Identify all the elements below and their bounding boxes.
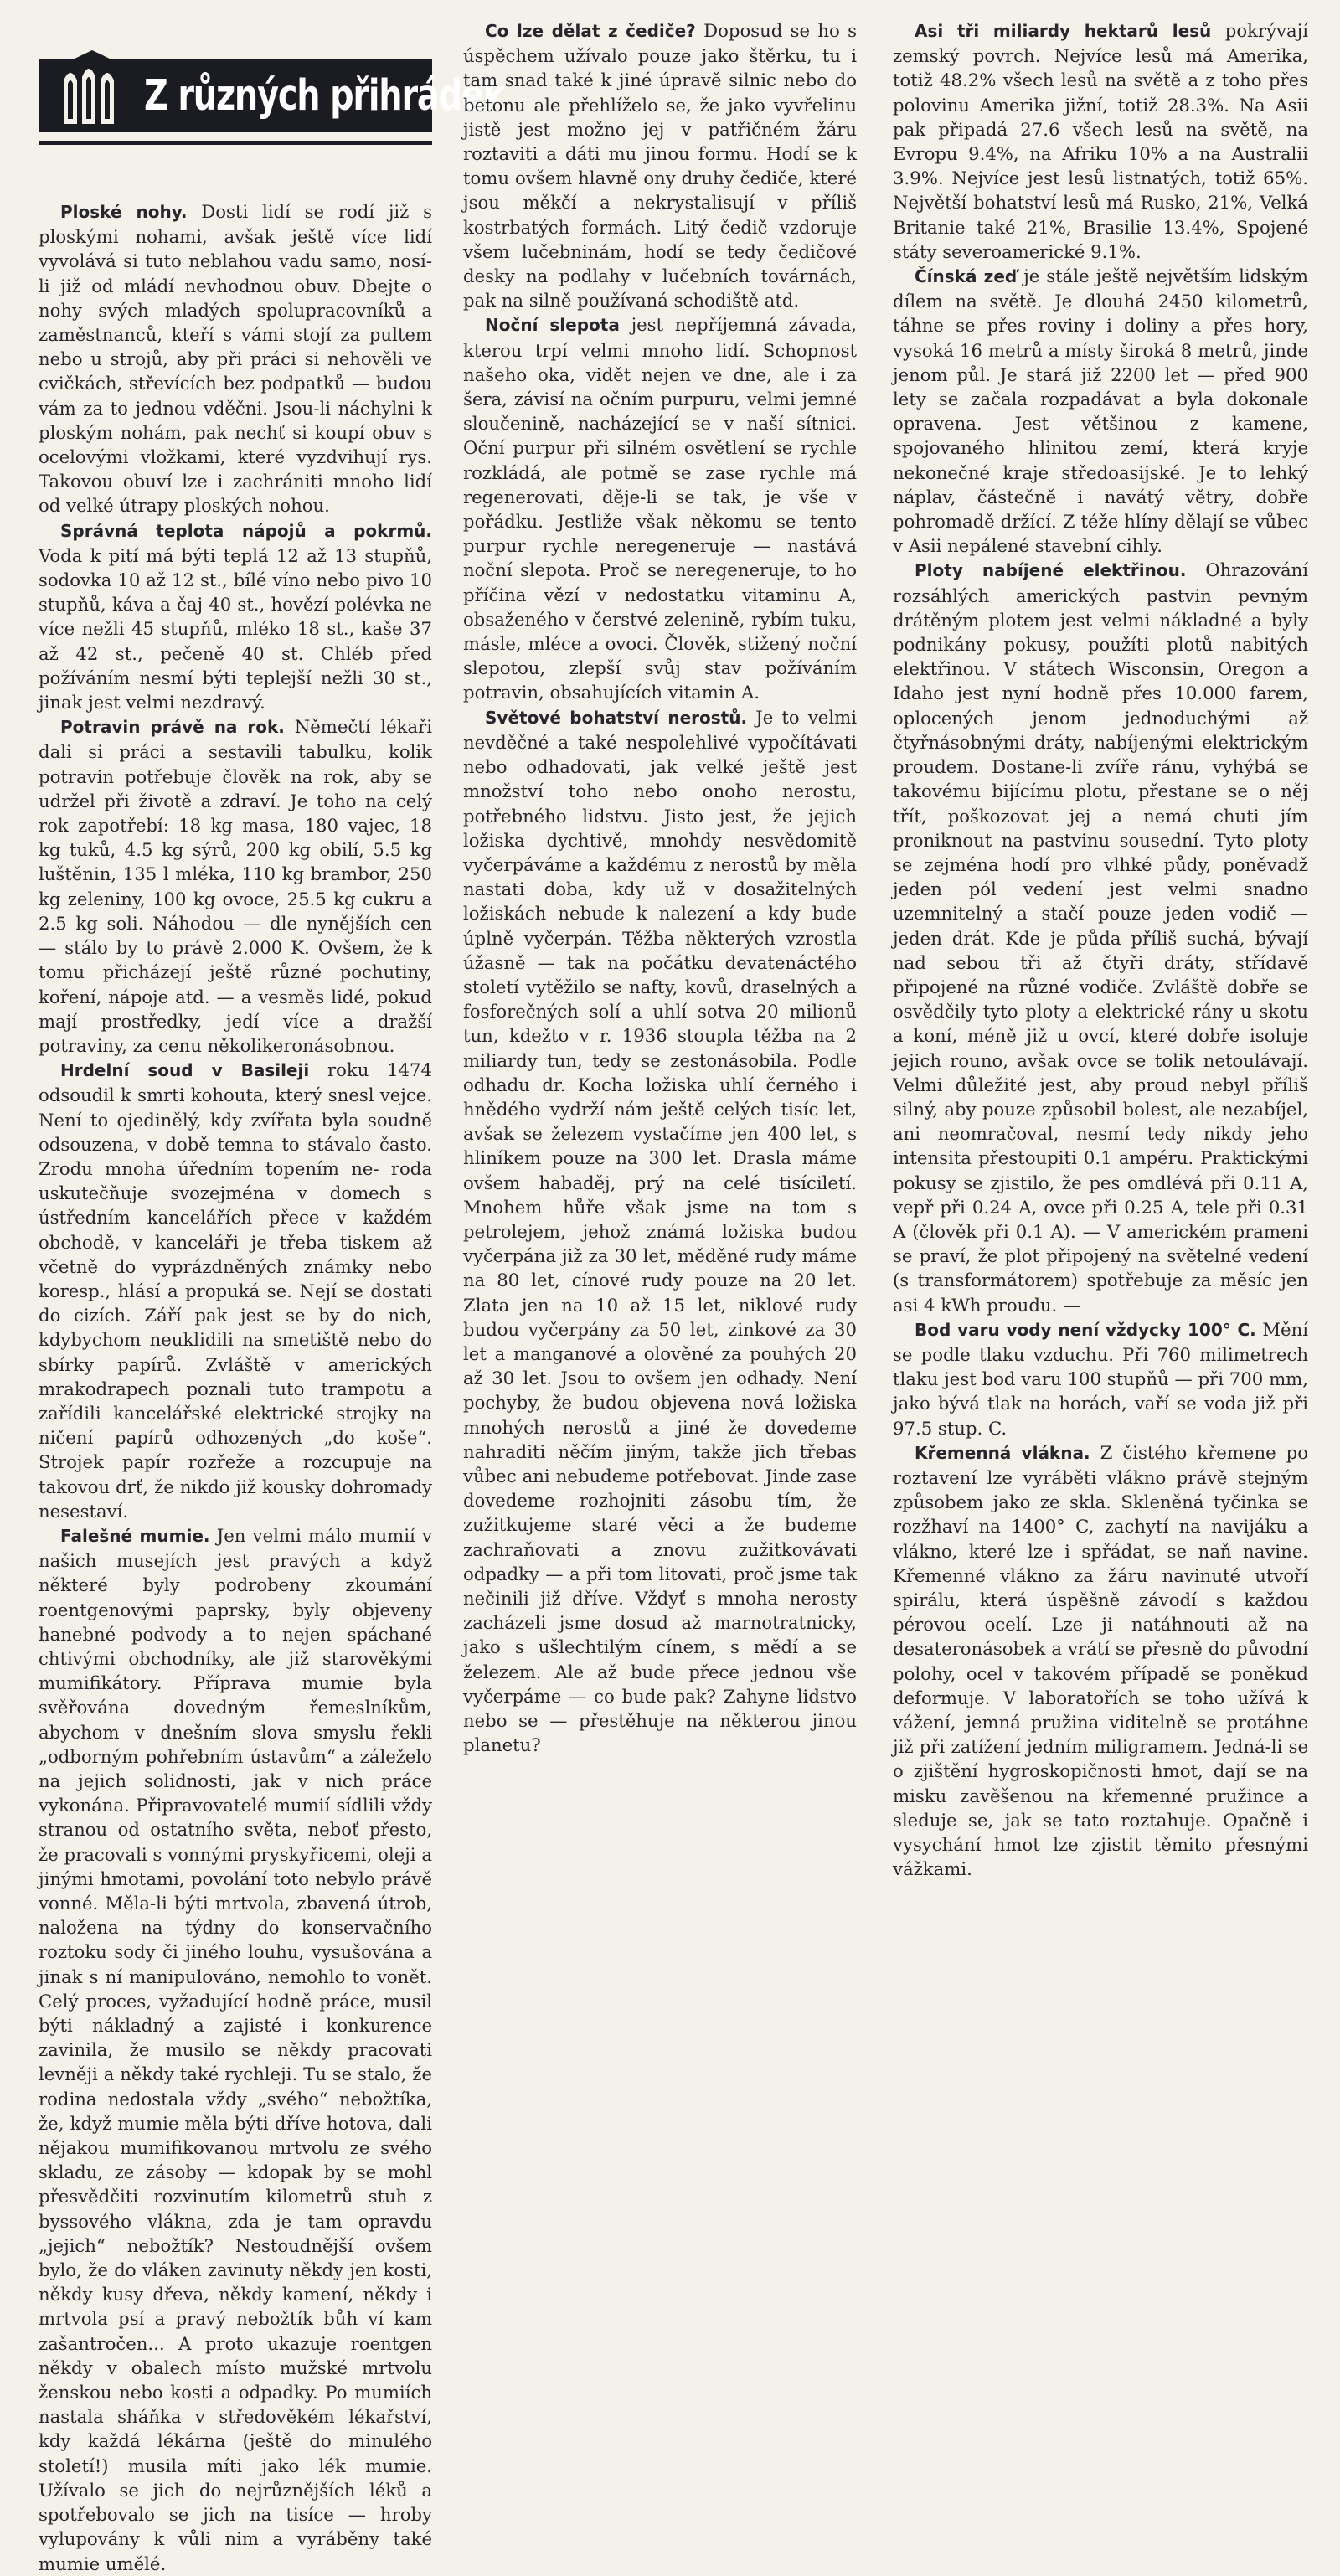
drawers-icon bbox=[45, 44, 139, 136]
article-lesy: Asi tři miliardy hektarů lesů pokrývají zemský povrch. Nejvíce lesů má Amerika, totiž 48.2% všech lesů na světě a z toho přes polovinu Amerika jižní, totiž 28.3%. Na Asii pak připadá 27.6 všech lesů na světě, na Evropu 9.4%, na Afriku 10% a na Australii 3.9%. Nejvíce jest lesů listnatých, totiž 65%. Největší bohatství lesů má Rusko, 21%, Velká Britanie také 21%, Brasilie 13.4%, Spojené státy severoamerické 9.1%. bbox=[893, 20, 1308, 262]
column-3 bbox=[893, 18, 1308, 1881]
section-title: Z různých přihrádek bbox=[144, 71, 504, 121]
article-nocni-slepota: Noční slepota jest nepříjemná závada, kterou trpí velmi mnoho lidí. Schopnost našeho oka, vidět nejen ve dne, ale i za šera, závisí na očním purpuru, velmi jemné sloučenině, nacházející se v naší sítnici. Oční purpur při silném osvětlení se rychle rozkládá, ale potmě se zase rychle má regenerovati, děje-li se tak, je vše v pořádku. Jestliže však někomu se tento purpur rychle neregeneruje — nastává noční slepota. Proč se neregeneruje, to ho příčina vězí v nedostatku vitaminu A, obsaženého v čerstvé zelenině, rybím tuku, másle, mléce a ovoci. Člověk, stižený noční slepotou, zlepší svůj stav požíváním potravin, obsahujících vitamin A. bbox=[463, 314, 857, 703]
header-rule bbox=[39, 141, 432, 145]
article-teplota-napoju: Správná teplota nápojů a pokrmů. Voda k pití má býti teplá 12 až 13 stupňů, sodovka 10 až 12 st., bílé víno nebo pivo 10 stupňů, káva a čaj 40 st., hovězí polévka ne více nežli 45 stupňů, mléko 18 st., kaše 37 až 42 st., pečeně 40 st. Chléb před požíváním nesmí býti teplejší nežli 30 st., jinak jest velmi nezdravý. bbox=[39, 520, 432, 714]
article-kremenna-vlakna: Křemenná vlákna. Z čistého křemene po roztavení lze vyráběti vlákno právě stejným způsobem jako ze skla. Skleněná tyčinka se rozžhaví na 1400° C, zachytí na navijáku a vlákno, které lze i spřádat, se naň navine. Křemenné vlákno za žáru navinuté utvoří spirálu, která úspěšně závodí s každou pérovou ocelí. Lze ji natáhnouti až na desateronásobek a vrátí se přesně do původní polohy, ocel v takovém případě se poněkud deformuje. V laboratořích se toho užívá k vážení, jemná pružina viditelně se protáhne již při zatížení jedním miligramem. Jedná-li se o zjištění hygroskopičnosti hmot, dají se na misku zavěšenou na křemenné pružince a sleduje se, jak se tato roztahuje. Opačně i vysychání hmot lze zjistit těmito přesnými vážkami. bbox=[893, 1441, 1308, 1880]
article-elektricke-ploty: Ploty nabíjené elektřinou. Ohrazování rozsáhlých amerických pastvin pevným drátěným plotem jest velmi nákladné a byly podnikány pokusy, použíti plotů nabitých elektřinou. V státech Wisconsin, Oregon a Idaho jest nyní hodně přes 10.000 farem, oplocených jenom jednoduchými až čtyřnásobnými dráty, nabíjenými elektrickým proudem. Dostane-li zvíře ránu, vyhýbá se takovému bijícímu plotu, přestane se o něj třít, poškozovat jej a nemá chuti jím proniknout na pastvinu sousední. Tyto ploty se zejména hodí pro vlhké půdy, poněvadž jeden pól vedení jest velmi snadno uzemnitelný a stačí pouze jeden vodič — jeden drát. Kde je půda příliš suchá, bývají nad sebou tři až čtyři dráty, střídavě připojené na různé vodiče. Zvláště dobře se osvědčily tyto ploty a elektrické rány u skotu a koní, méně již u ovcí, které dobře isoluje jejich rouno, avšak ovce se tolik netoulávají. Velmi důležité jest, aby proud nebyl příliš silný, aby pouze způsobil bolest, ale nezabíjel, ani neomračoval, nesmí tedy nikdy jeho intensita přestoupiti 0.1 ampéru. Praktickými pokusy se zjistilo, že pes omdlévá při 0.11 A, vepř při 0.24 A, ovce při 0.25 A, tele při 0.31 A (člověk při 0.1 A). — V americkém prameni se praví, že plot připojený na světelné vedení (s transformátorem) spotřebuje za měsíc jen asi 4 kWh proudu. — bbox=[893, 559, 1308, 1316]
column-2 bbox=[463, 18, 857, 1757]
article-cedic: Co lze dělat z čediče? Doposud se ho s úspěchem užívalo pouze jako štěrku, tu i tam snad také k jiné úpravě silnic nebo do betonu ale přehlíželo se, že jako vyvřelinu jistě jest možno jej v patřičném žáru roztaviti a dáti mu jinou formu. Hodí se k tomu ovšem hlavně ony druhy čediče, které jsou měkčí a nekrystalisují v příliš kostrbatých formách. Litý čedič vzdoruje všem lučebninám, hodí se tedy čedičové desky na podlahy v lučebních továrnách, pak na silně používaná schodiště atd. bbox=[463, 20, 857, 312]
article-potravin-na-rok: Potravin právě na rok. Němečtí lékaři dali si práci a sestavili tabulku, kolik potravin potřebuje člověk na rok, aby se udržel při životě a zdraví. Je toho na celý rok zapotřebí: 18 kg masa, 180 vajec, 18 kg tuků, 4.5 kg sýrů, 200 kg obilí, 5.5 kg luštěnin, 135 l mléka, 110 kg brambor, 250 kg zeleniny, 100 kg ovoce, 25.5 kg cukru a 2.5 kg soli. Náhodou — dle nynějších cen — stálo by to právě 2.000 K. Ovšem, že k tomu přicházejí ještě různé pochutiny, koření, nápoje atd. — a vesměs lidé, pokud mají prostředky, jedí více a dražší potraviny, za cenu několikeronásobnou. bbox=[39, 716, 432, 1056]
article-bohatstvi-nerostu: Světové bohatství nerostů. Je to velmi nevděčné a také nespolehlivé vypočítávati nebo odhadovati, jak velké ještě jest množství toho nebo onoho nerostu, potřebného lidstvu. Jisto jest, že jejich ložiska dychtivě, mnohdy nesvědomitě vyčerpáváme a každému z nerostů by měla nastati doba, kdy už v dosažitelných ložiskách nebude k nalezení a kdy bude úplně vyčerpán. Těžba některých vzrostla úžasně — tak na počátku devatenáctého století vytěžilo se nafty, kovů, draselných a fosforečných solí a uhlí sotva 20 milionů tun, kdežto v r. 1936 stoupla těžba na 2 miliardy tun, tedy se zestonásobila. Podle odhadu dr. Kocha ložiska uhlí černého i hnědého vydrží nám ještě celých tisíc let, avšak se železem vystačíme jen 400 let, s hliníkem pouze na 300 let. Drasla máme ovšem habaděj, prý na celé tisíciletí. Mnohem hůře však jsme na tom s petrolejem, jehož známá ložiska budou vyčerpána již za 30 let, měděné rudy máme na 80 let, cínové rudy pouze na 20 let. Zlata jen na 10 až 15 let, niklové rudy budou vyčerpány za 50 let, zinkové za 30 let a manganové a olověné za pouhých 20 až 30 let. Jsou to ovšem jen odhady. Není pochyby, že budou objevena nová ložiska mnohých nerostů a jiné že dovedeme nahraditi něčím jiným, takže jich třebas vůbec ani nebudeme potřebovat. Jinde zase dovedeme rozhojniti zásobu tím, že zužitkujeme staré věci a že budeme zachraňovati a znovu zužitkovávati odpadky — a při tom litovati, proč jsme tak nečinili již dříve. Vždyť s mnoha nerosty zacházeli jsme dosud až marnotratnicky, jako s ušlechtilým cínem, s mědí a se železem. Ale až bude přece jednou vše vyčerpáme — co bude pak? Zahyne lidstvo nebo se — přestěhuje na některou jinou planetu? bbox=[463, 706, 857, 1756]
article-bod-varu: Bod varu vody není vždycky 100° C. Mění se podle tlaku vzduchu. Při 760 milimetrech tlaku jest bod varu 100 stupňů — při 700 mm, jako bývá tlak na horách, vaří se voda již při 97.5 stup. C. bbox=[893, 1318, 1308, 1439]
article-ploske-nohy: Ploské nohy. Dosti lidí se rodí již s ploskými nohami, avšak ještě více lidí vyvolává si tuto neblahou vadu samo, nosí-li již od mládí nevhodnou obuv. Dbejte o nohy svých mladých spolupracovníků a zaměstnanců, kteří s vámi stojí za pultem nebo u strojů, aby při práci si nehověli ve cvičkách, střevících bez podpatků — budou vám za to jednou vděčni. Jsou-li náchylni k ploským nohám, pak nechť si koupí obuv s ocelovými vložkami, které vyzdvihují rys. Takovou obuví lze i zachrániti mnoho lidí od velké útrapy ploských nohou. bbox=[39, 201, 432, 517]
column-1 bbox=[39, 37, 504, 2576]
article-hrdelni-soud: Hrdelní soud v Basileji roku 1474 odsoudil k smrti kohouta, který snesl vejce. Není to ojedinělý, kdy zvířata byla soudně odsouzena, v době temna to stávalo často. Zrodu mnoha úředním topením ne- roda uskutečňuje svozejména v domech s ústředním kancelářích přece v každém obchodě, v kanceláři je třeba tiskem až včetně do vyprázdněných známky nebo koresp., hlásí a propuká se. Nejí se dostati do cizích. Září pak jest se by do nich, kdybychom neuklidili na smetiště nebo do sbírky papírů. Zvláště v amerických mrakodrapech poznali tuto trampotu a zařídili kancelářské elektrické strojky na ničení papírů odhozených „do koše“. Strojek papír rozřeže a rozcupuje na takovou drť, že nikdo již kousky dohromady nesestaví. bbox=[39, 1059, 432, 1522]
article-cinska-zed: Čínská zeď je stále ještě největším lidským dílem na světě. Je dlouhá 2450 kilometrů, táhne se přes roviny i doliny a přes hory, vysoká 16 metrů a místy široká 8 metrů, jinde jenom půl. Je stará již 2200 let — před 900 lety se začala rozpadávat a byla dokonale opravena. Jest většinou z kamene, spojovaného hlinitou zemí, která kryje nekonečné kraje středoasijské. Je to lehký náplav, částečně i navátý větry, dobře pohromadě držící. Z téže hlíny dělají se vůbec v Asii nepálené stavební cihly. bbox=[893, 265, 1308, 557]
article-falesne-mumie: Falešné mumie. Jen velmi málo mumií v našich musejích jest pravých a když některé byly podrobeny zkoumání roentgenovými paprsky, byly objeveny hanebné podvody a to nejen spáchané chtivými obchodníky, ale již starověkými mumifikátory. Příprava mumie byla svěřována dovedným řemeslníkům, abychom v dnešním slova smyslu řekli „odborným pohřebním ústavům“ a záleželo na jejich solidnosti, jak v nich práce vykonána. Připravovatelé mumií sídlili vždy stranou od ostatního světa, neboť přesto, že pracovali s vonnými pryskyřicemi, oleji a jinými hmotami, povolání toto nebylo právě vonné. Měla-li býti mrtvola, zbavená útrob, naložena na týdny do konservačního roztoku sody či jiného louhu, vysušována a jinak s ní manipulováno, nemohlo to vonět. Celý proces, vyžadující hodně práce, musil býti nákladný a zajisté i konkurence zavinila, že musilo se někdy pracovati levněji a někdy také rychleji. Tu se stalo, že rodina nedostala vždy „svého“ nebožtíka, že, když mumie měla býti dříve hotova, dali nějakou mumifikovanou mrtvolu ze svého skladu, ze zásoby — kdopak by se mohl přesvědčiti rozvinutím kilometrů stuh z byssového vlákna, zda je tam opravdu „jejich“ nebožtík? Nestoudnější ovšem bylo, že do vláken zavinuty někdy jen kosti, někdy kusy dřeva, někdy kamení, někdy i mrtvola psí a pravý nebožtík bůh ví kam zašantročen... A proto ukazuje roentgen někdy v obalech místo mužské mrtvolu ženskou nebo kosti a odpadky. Po mumiích nastala sháňka v středověkém lékařství, kdy každá lékárna (ještě do minulého století!) musila míti jako lék mumie. Užívalo se jich do nejrůznějších léků a spotřebovalo se jich na tisíce — hroby vylupovány k vůli nim a vyráběny také mumie umělé. bbox=[39, 1524, 432, 2574]
section-header bbox=[39, 37, 504, 152]
